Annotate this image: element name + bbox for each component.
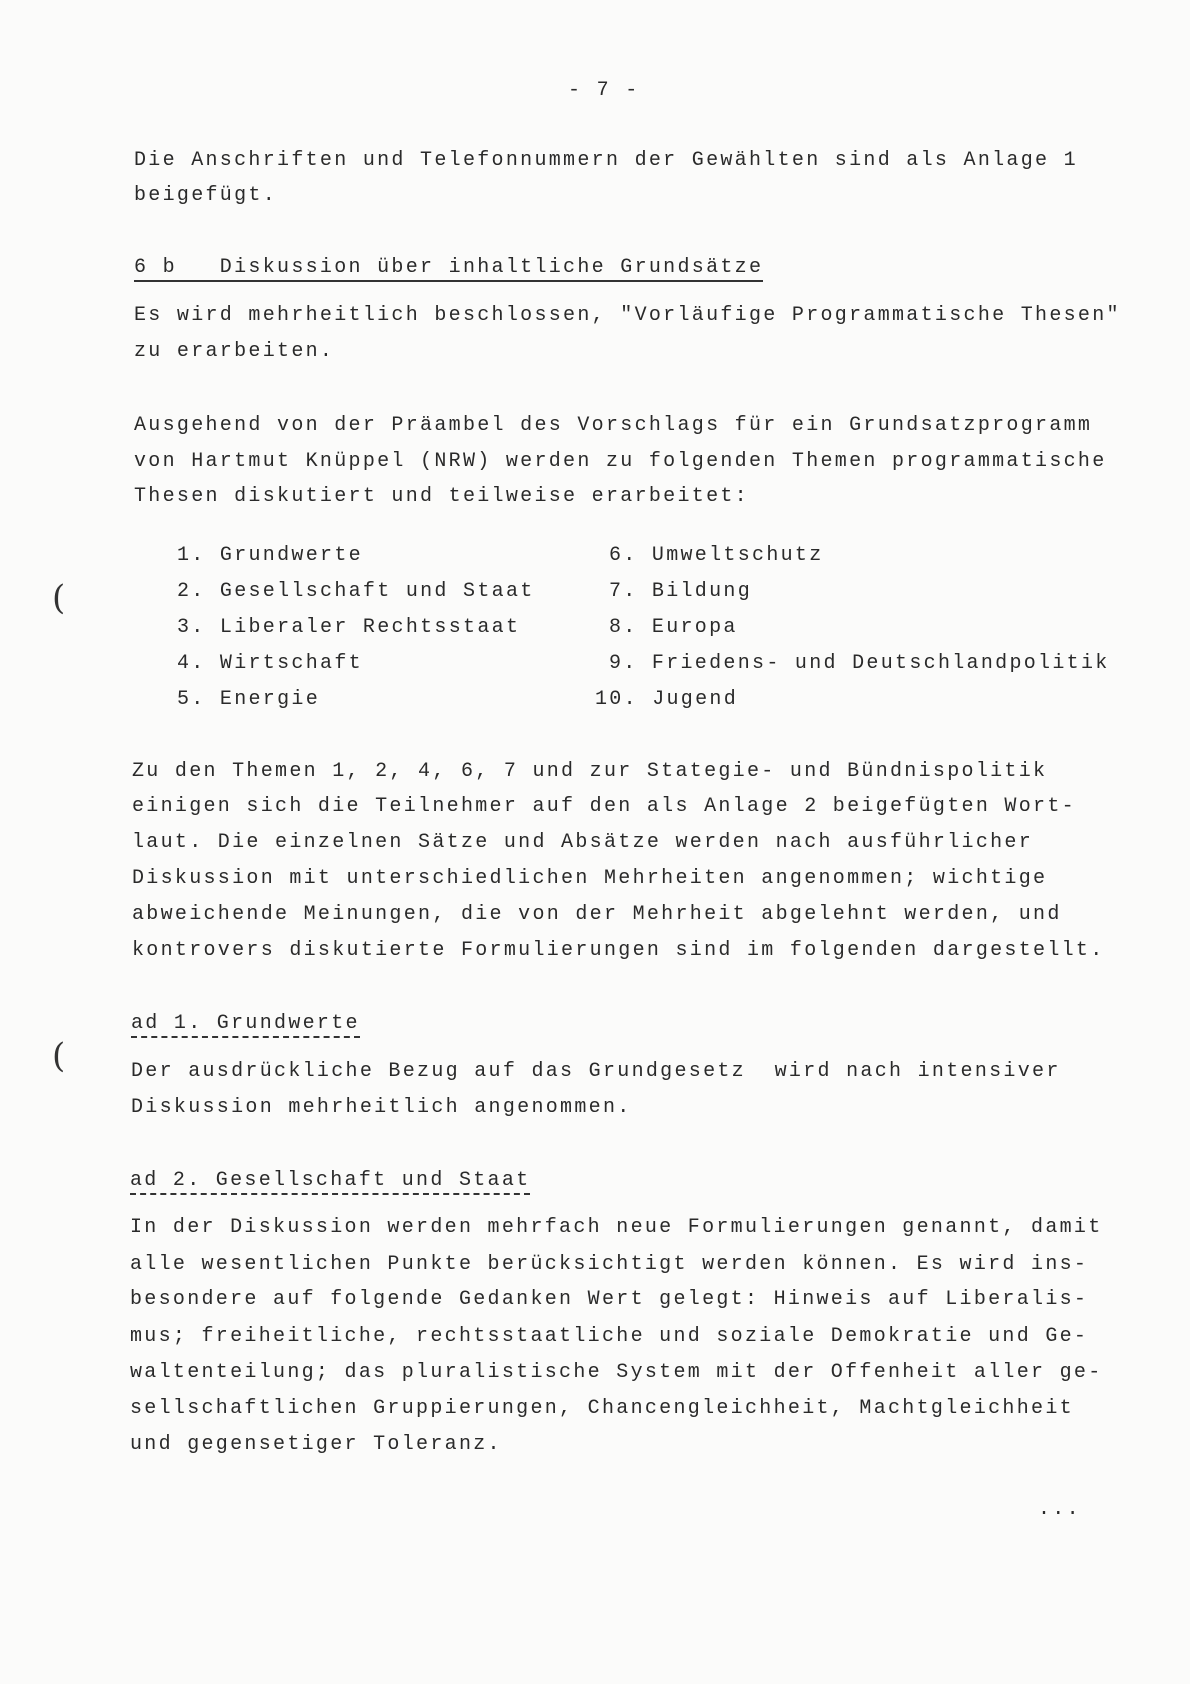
- paragraph-line: Diskussion mehrheitlich angenommen.: [131, 1096, 632, 1119]
- paragraph-line: Ausgehend von der Präambel des Vorschlags für ein Grundsatzprogramm: [134, 414, 1093, 437]
- topic-item: 9. Friedens- und Deutschlandpolitik: [609, 652, 1110, 675]
- page-number: - 7 -: [568, 79, 640, 102]
- topic-item: 8. Europa: [609, 616, 738, 639]
- paragraph-line: von Hartmut Knüppel (NRW) werden zu folgenden Themen programmatische: [134, 450, 1107, 473]
- ad1-heading: ad 1. Grundwerte: [131, 1012, 360, 1038]
- paragraph-line: Zu den Themen 1, 2, 4, 6, 7 und zur Stategie- und Bündnispolitik: [132, 760, 1048, 783]
- paragraph-line: und gegensetiger Toleranz.: [130, 1433, 502, 1456]
- paragraph-line: alle wesentlichen Punkte berücksichtigt werden können. Es wird ins-: [130, 1253, 1089, 1276]
- margin-bracket-mark: (: [52, 578, 66, 618]
- paragraph-line: Es wird mehrheitlich beschlossen, "Vorläufige Programmatische Thesen": [134, 304, 1121, 327]
- topic-item: 2. Gesellschaft und Staat: [177, 580, 535, 603]
- intro-line: Die Anschriften und Telefonnummern der Gewählten sind als Anlage 1: [134, 149, 1078, 172]
- paragraph-line: Der ausdrückliche Bezug auf das Grundgesetz wird nach intensiver: [131, 1060, 1061, 1083]
- section-heading: 6 b Diskussion über inhaltliche Grundsätze: [134, 256, 763, 282]
- topic-item: 5. Energie: [177, 688, 321, 711]
- paragraph-line: Diskussion mit unterschiedlichen Mehrheiten angenommen; wichtige: [132, 867, 1048, 890]
- paragraph-line: laut. Die einzelnen Sätze und Absätze werden nach ausführlicher: [132, 831, 1034, 854]
- paragraph-line: waltenteilung; das pluralistische System mit der Offenheit aller ge-: [130, 1361, 1103, 1384]
- paragraph-line: einigen sich die Teilnehmer auf den als Anlage 2 beigefügten Wort-: [132, 795, 1076, 818]
- continuation-mark: ...: [1038, 1498, 1081, 1521]
- paragraph-line: kontrovers diskutierte Formulierungen sind im folgenden dargestellt.: [132, 939, 1105, 962]
- paragraph-line: mus; freiheitliche, rechtsstaatliche und soziale Demokratie und Ge-: [130, 1325, 1089, 1348]
- topic-item: 7. Bildung: [609, 580, 753, 603]
- topic-item: 6. Umweltschutz: [609, 544, 824, 567]
- paragraph-line: zu erarbeiten.: [134, 340, 335, 363]
- topic-item: 3. Liberaler Rechtsstaat: [177, 616, 521, 639]
- margin-bracket-mark: (: [52, 1036, 66, 1076]
- paragraph-line: abweichende Meinungen, die von der Mehrheit abgelehnt werden, und: [132, 903, 1062, 926]
- paragraph-line: besondere auf folgende Gedanken Wert gelegt: Hinweis auf Liberalis-: [130, 1288, 1089, 1311]
- topic-item: 10. Jugend: [595, 688, 739, 711]
- topic-item: 4. Wirtschaft: [177, 652, 363, 675]
- intro-line: beigefügt.: [134, 184, 278, 207]
- paragraph-line: Thesen diskutiert und teilweise erarbeitet:: [134, 485, 749, 508]
- topic-item: 1. Grundwerte: [177, 544, 363, 567]
- paragraph-line: sellschaftlichen Gruppierungen, Chancengleichheit, Machtgleichheit: [130, 1397, 1074, 1420]
- ad2-heading: ad 2. Gesellschaft und Staat: [130, 1169, 530, 1195]
- paragraph-line: In der Diskussion werden mehrfach neue Formulierungen genannt, damit: [130, 1216, 1103, 1239]
